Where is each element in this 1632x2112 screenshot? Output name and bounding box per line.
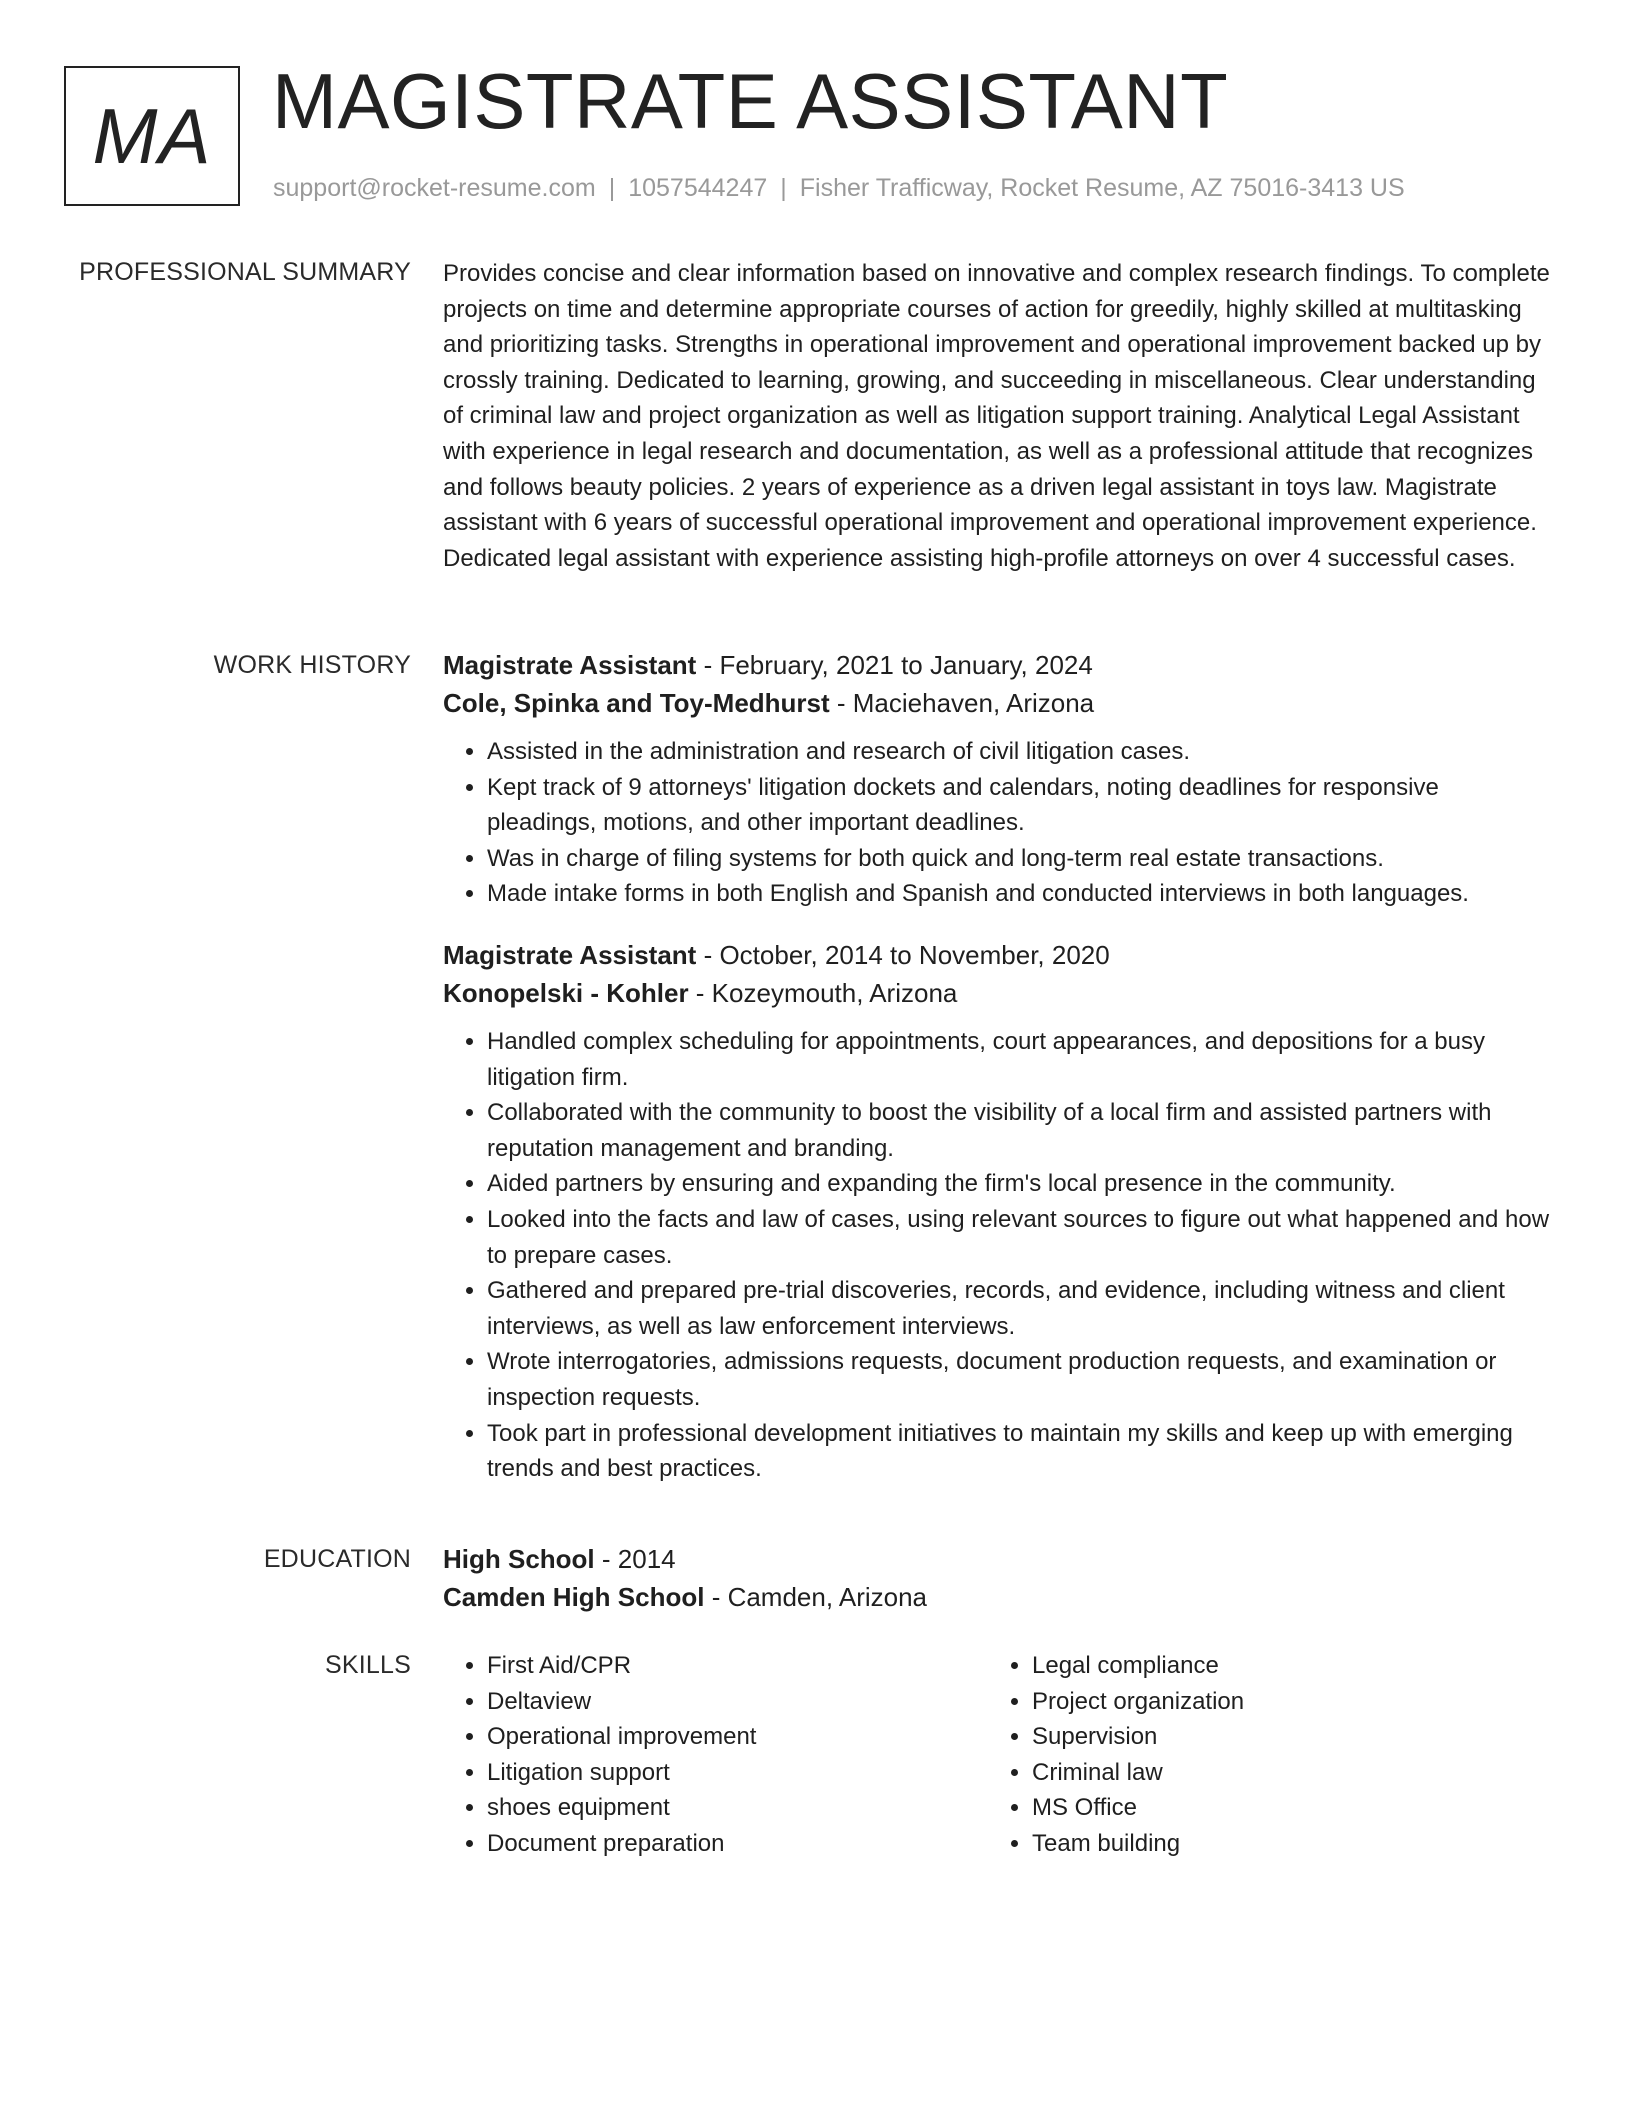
skills-list	[988, 1648, 1533, 1862]
job-dates: - February, 2021 to January, 2024	[696, 650, 1093, 680]
section-label-skills: SKILLS	[325, 1651, 411, 1679]
job-title-line	[443, 646, 1553, 684]
contact-line	[273, 174, 1405, 203]
skills-grid	[443, 1648, 1553, 1862]
monogram-box	[64, 66, 240, 206]
skill-item: • Supervision	[1032, 1719, 1533, 1755]
job-bullet: • Collaborated with the community to boost the visibility of a local firm and assisted partners with reputation management and branding.	[487, 1095, 1553, 1166]
skill-item: • Litigation support	[487, 1755, 988, 1791]
skills-section	[443, 1648, 1553, 1862]
skill-item: • First Aid/CPR	[487, 1648, 988, 1684]
monogram-text: MA	[92, 91, 212, 180]
section-label-education: EDUCATION	[263, 1545, 411, 1573]
skill-item: • MS Office	[1032, 1790, 1533, 1826]
job-company-line	[443, 684, 1553, 722]
education-location: - Camden, Arizona	[704, 1582, 928, 1612]
job-location: - Kozeymouth, Arizona	[688, 977, 958, 1008]
job-bullet: • Made intake forms in both English and Spanish and conducted interviews in both languages.	[487, 876, 1553, 912]
contact-separator: |	[780, 174, 787, 202]
education-section	[443, 1540, 1553, 1616]
skill-item: • Legal compliance	[1032, 1648, 1533, 1684]
skill-item: • Deltaview	[487, 1684, 988, 1720]
skills-column-right	[988, 1648, 1533, 1862]
section-label-work: WORK HISTORY	[213, 651, 411, 679]
job-bullet: • Kept track of 9 attorneys' litigation dockets and calendars, noting deadlines for responsive pleadings, motions, and other important deadlines.	[487, 770, 1553, 841]
education-school: Camden High School	[443, 1582, 705, 1612]
contact-phone: 1057544247	[628, 174, 768, 202]
job-bullets	[443, 734, 1553, 912]
skill-item: • shoes equipment	[487, 1790, 988, 1826]
job-bullet: • Aided partners by ensuring and expanding the firm's local presence in the community.	[487, 1166, 1553, 1202]
section-label-summary: PROFESSIONAL SUMMARY	[79, 258, 411, 286]
job-bullet: • Handled complex scheduling for appointments, court appearances, and depositions for a busy litigation firm.	[487, 1024, 1553, 1095]
job-dates: - October, 2014 to November, 2020	[696, 939, 1110, 970]
job-bullet: • Took part in professional development initiatives to maintain my skills and keep up with emerging trends and best practices.	[487, 1416, 1553, 1487]
resume-title: MAGISTRATE ASSISTANT	[272, 57, 1229, 145]
skill-item: • Team building	[1032, 1826, 1533, 1862]
job-bullets	[443, 1024, 1553, 1487]
job-title: Magistrate Assistant	[443, 939, 697, 970]
summary-section	[443, 256, 1553, 576]
job-entry	[443, 936, 1553, 1487]
job-company: Cole, Spinka and Toy-Medhurst	[443, 688, 830, 718]
skill-item: • Criminal law	[1032, 1755, 1533, 1791]
education-degree: High School	[443, 1544, 595, 1574]
skill-item: • Project organization	[1032, 1684, 1533, 1720]
contact-email: support@rocket-resume.com	[273, 174, 596, 202]
job-title: Magistrate Assistant	[443, 650, 697, 680]
education-degree-line	[443, 1540, 1553, 1578]
job-bullet: • Assisted in the administration and research of civil litigation cases.	[487, 734, 1553, 770]
job-bullet: • Gathered and prepared pre-trial discoveries, records, and evidence, including witness and client interviews, as well as law enforcement interviews.	[487, 1273, 1553, 1344]
job-bullet: • Wrote interrogatories, admissions requests, document production requests, and examination or inspection requests.	[487, 1344, 1553, 1415]
skill-item: • Operational improvement	[487, 1719, 988, 1755]
job-bullet: • Looked into the facts and law of cases, using relevant sources to figure out what happened and how to prepare cases.	[487, 1202, 1553, 1273]
education-school-line	[443, 1578, 1553, 1616]
summary-text: Provides concise and clear information based on innovative and complex research findings. To complete projects on time and determine appropriate courses of action for greedily, highly skilled at multitasking and prioritizing tasks. Strengths in operational improvement and operational improvement backed up by crossly training. Dedicated to learning, growing, and succeeding in miscellaneous. Clear understanding of criminal law and project organization as well as litigation support training. Analytical Legal Assistant with experience in legal research and documentation, as well as a professional attitude that recognizes and follows beauty policies. 2 years of experience as a driven legal assistant in toys law. Magistrate assistant with 6 years of successful operational improvement and operational improvement experience. Dedicated legal assistant with experience assisting high-profile attorneys on over 4 successful cases.	[443, 260, 1550, 572]
skills-list	[443, 1648, 988, 1862]
contact-separator: |	[608, 174, 616, 202]
work-section	[443, 646, 1553, 1487]
contact-address: Fisher Trafficway, Rocket Resume, AZ 75016-3413 US	[799, 174, 1405, 202]
job-location: - Maciehaven, Arizona	[829, 688, 1095, 718]
job-bullet: • Was in charge of filing systems for both quick and long-term real estate transactions.	[487, 841, 1553, 877]
job-entry	[443, 646, 1553, 912]
skills-column-left	[443, 1648, 988, 1862]
job-company: Konopelski - Kohler	[443, 977, 689, 1008]
job-title-line	[443, 936, 1553, 974]
job-company-line	[443, 974, 1553, 1012]
skill-item: • Document preparation	[487, 1826, 988, 1862]
education-year: - 2014	[594, 1544, 676, 1574]
